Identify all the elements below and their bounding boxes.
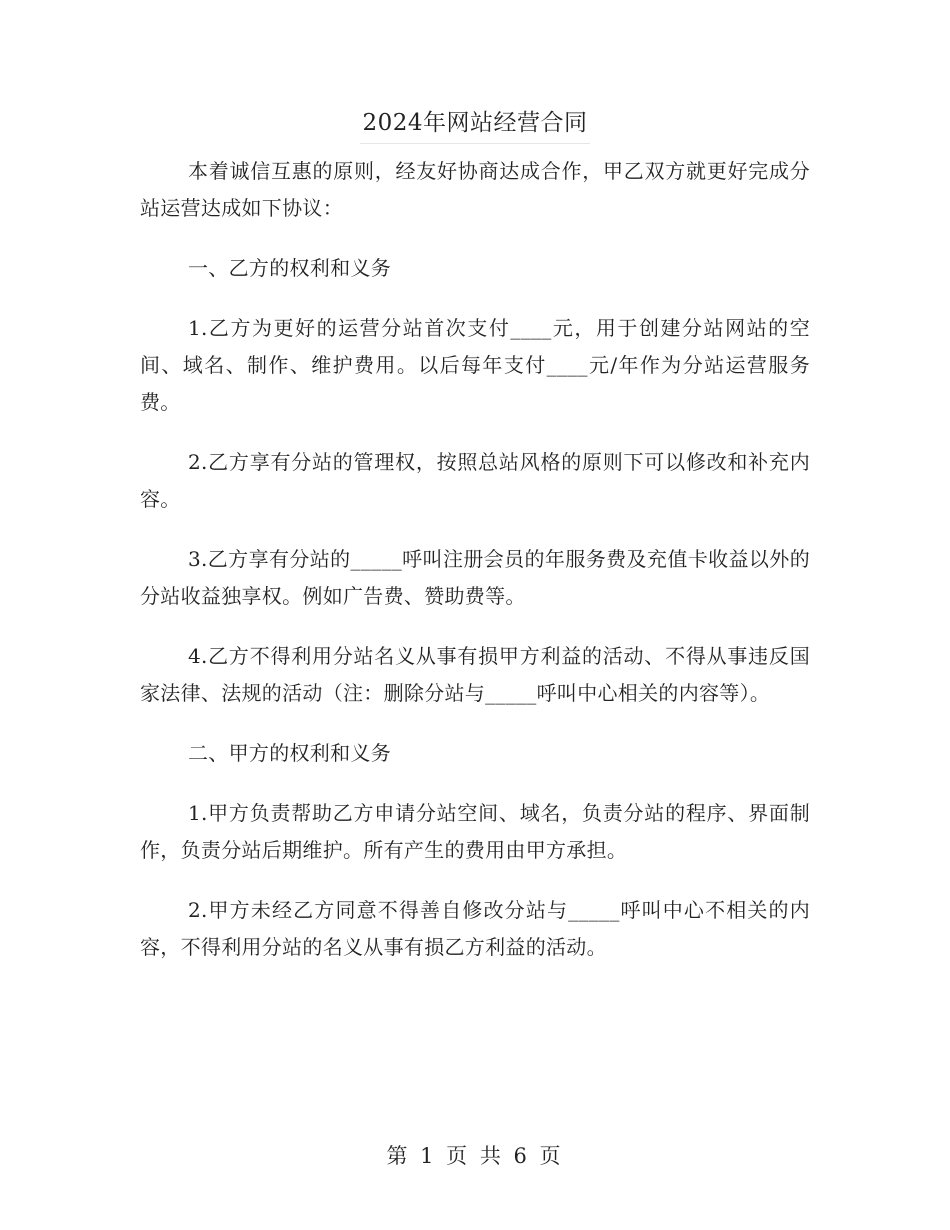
document-title: [0, 106, 950, 144]
clause-b-4: 4.乙方不得利用分站名义从事有损甲方利益的活动、不得从事违反国家法律、法规的活动（注：删除分站与_____呼叫中心相关的内容等）。: [140, 644, 810, 705]
page-footer: 第 1 页 共 6 页: [386, 1144, 564, 1168]
section-heading-party-b: 一、乙方的权利和义务: [188, 256, 391, 280]
intro-paragraph: 本着诚信互惠的原则，经友好协商达成合作，甲乙双方就更好完成分站运营达成如下协议：: [140, 159, 810, 220]
document-body: [140, 153, 810, 966]
document-title-text: 2024年网站经营合同: [360, 106, 589, 144]
clause-b-2: 2.乙方享有分站的管理权，按照总站风格的原则下可以修改和补充内容。: [140, 450, 810, 511]
section-heading-party-a: 二、甲方的权利和义务: [188, 741, 391, 765]
clause-a-2: 2.甲方未经乙方同意不得善自修改分站与_____呼叫中心不相关的内容，不得利用分站的名义从事有损乙方利益的活动。: [140, 898, 810, 959]
clause-b-3: 3.乙方享有分站的_____呼叫注册会员的年服务费及充值卡收益以外的分站收益独享权。例如广告费、赞助费等。: [140, 547, 810, 608]
clause-a-1: 1.甲方负责帮助乙方申请分站空间、域名，负责分站的程序、界面制作，负责分站后期维护。所有产生的费用由甲方承担。: [140, 801, 810, 862]
clause-b-1: 1.乙方为更好的运营分站首次支付____元，用于创建分站网站的空间、域名、制作、维护费用。以后每年支付____元/年作为分站运营服务费。: [140, 316, 810, 414]
